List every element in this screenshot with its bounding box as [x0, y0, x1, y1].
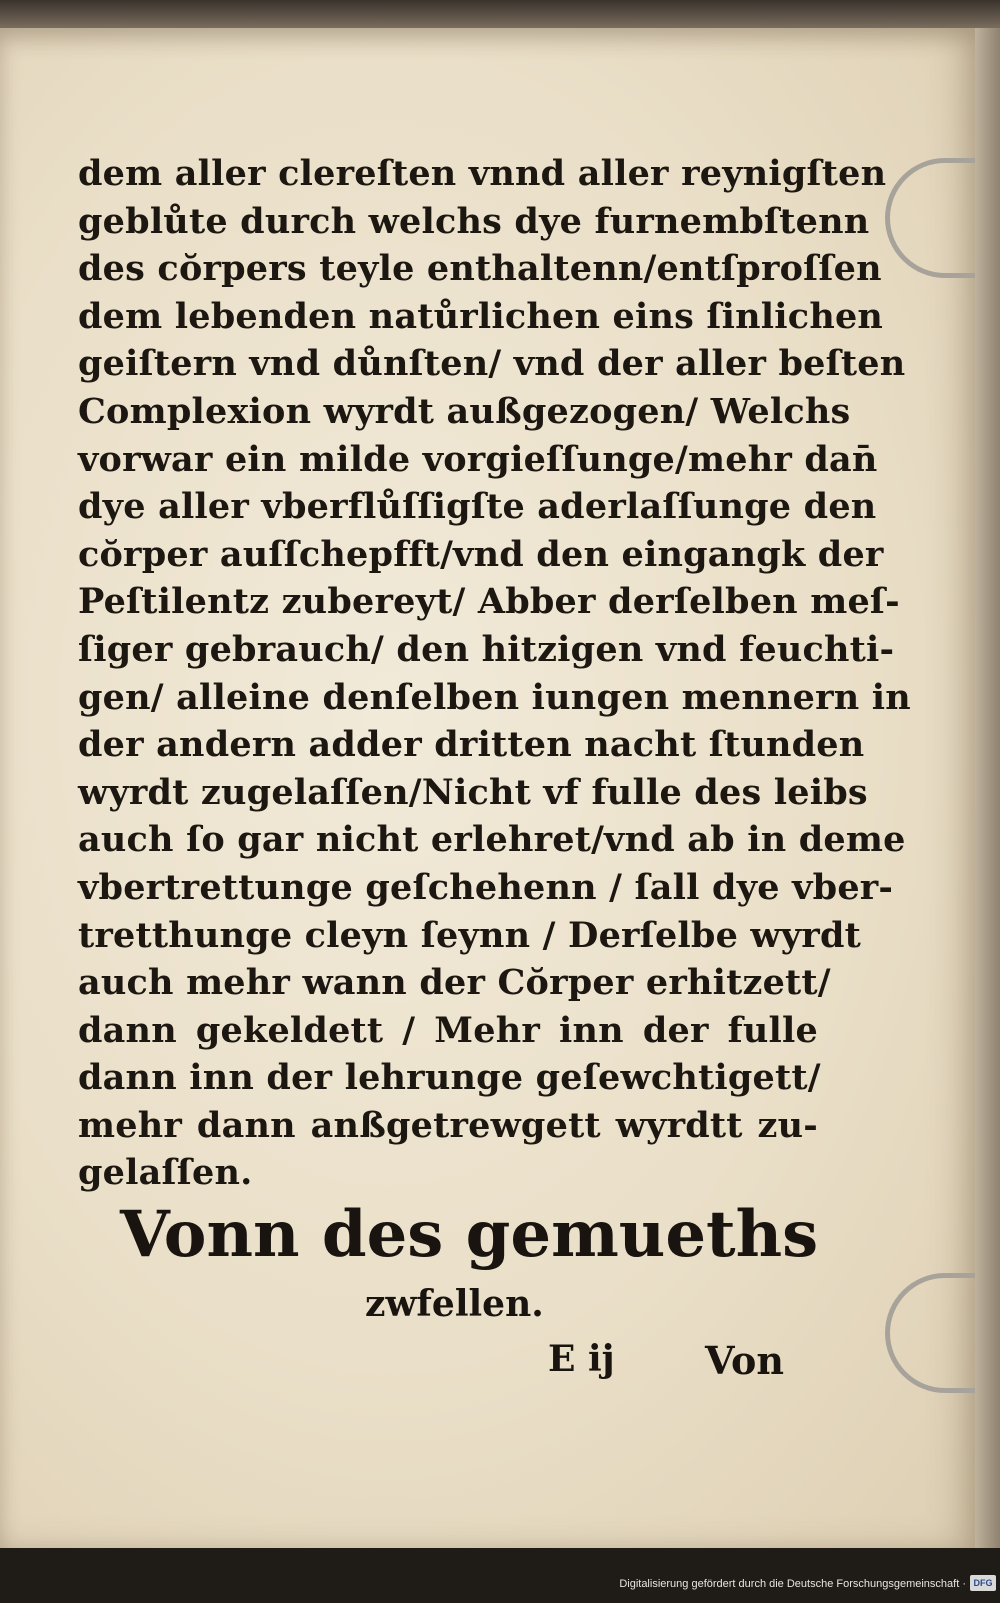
text-line: des cŏrpers teyle enthaltenn/entſproſſen: [78, 248, 882, 290]
text-line: dye aller vberflůſſigſte aderlaſſunge den: [78, 486, 877, 528]
text-line: Peſtilentz zubereyt/ Abber derſelben meſ-: [78, 581, 900, 623]
funding-credit: Digitalisierung gefördert durch die Deutsche Forschungsgemeinschaft ·: [619, 1578, 966, 1590]
text-line: dann inn der lehrunge geſewchtigett/: [78, 1057, 821, 1099]
text-line: gelaſſen.: [78, 1152, 253, 1194]
footer-bar: [0, 1548, 1000, 1603]
text-line: gen/ alleine denſelben iungen mennern in: [78, 676, 911, 718]
text-line: dann gekeldett / Mehr inn der fulle: [78, 1009, 818, 1051]
page-clip-icon: [885, 1273, 975, 1393]
text-line: geiſtern vnd důnſten/ vnd der aller beſten: [78, 343, 906, 385]
text-line: dem aller clereſten vnnd aller reynigſten: [78, 153, 887, 194]
body-text: [78, 150, 911, 1197]
text-line: cŏrper auſſchepfft/vnd den eingangk der: [78, 533, 884, 575]
text-line: ſiger gebrauch/ den hitzigen vnd feuchti-: [78, 628, 895, 670]
text-line: dem lebenden natůrlichen eins ſinlichen: [78, 295, 884, 337]
section-subheading: zwfellen.: [365, 1283, 544, 1325]
page-fore-edge: [975, 28, 1000, 1548]
text-line: auch ſo gar nicht erlehret/vnd ab in deme: [78, 819, 906, 861]
text-line: vbertrettunge geſchehenn / ſall dye vber-: [78, 866, 894, 908]
signature-mark: E ij: [548, 1338, 615, 1380]
text-line: der andern adder dritten nacht ſtunden: [78, 724, 865, 766]
text-line: vorwar ein milde vorgieſſunge/mehr dan̄: [78, 438, 878, 480]
catchword: Von: [705, 1338, 784, 1383]
text-line: tretthunge cleyn ſeynn / Derſelbe wyrdt: [78, 914, 861, 956]
text-line: mehr dann anßgetrewgett wyrdtt zu-: [78, 1104, 818, 1146]
section-heading: Vonn des gemueths: [120, 1197, 819, 1272]
text-line: wyrdt zugelaſſen/Nicht vf fulle des leibs: [78, 771, 868, 813]
text-line: auch mehr wann der Cŏrper erhitzett/: [78, 962, 831, 1004]
text-line: geblůte durch welchs dye furnembſtenn: [78, 200, 870, 242]
page-clip-icon: [885, 158, 975, 278]
dfg-logo-icon: DFG: [970, 1575, 996, 1591]
text-line: Complexion wyrdt außgezogen/ Welchs: [78, 390, 851, 432]
